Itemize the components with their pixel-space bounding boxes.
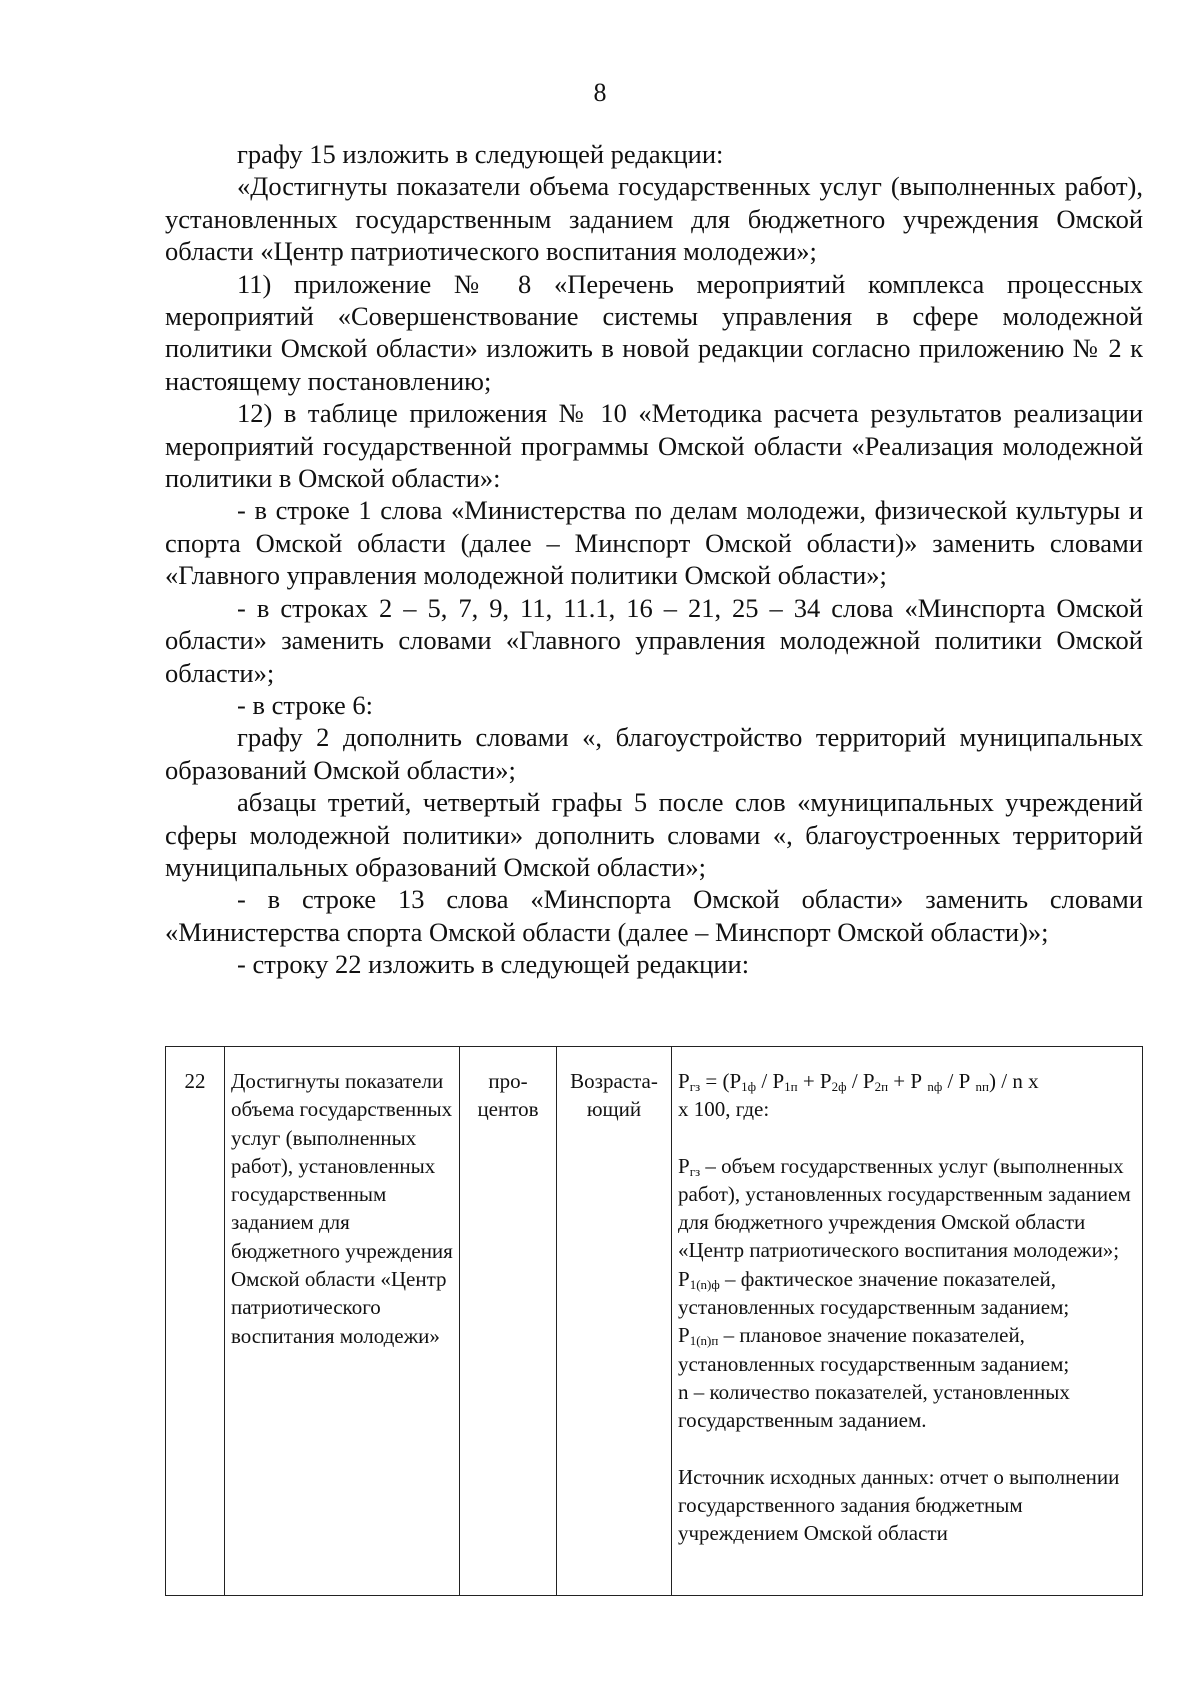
cell-row-number: 22 xyxy=(166,1047,225,1596)
definition: $Р_{1(n)п}$ – плановое значение показателей, установленных государственным заданием; xyxy=(678,1323,1070,1376)
paragraph: 12) в таблице приложения № 10 «Методика расчета результатов реализации мероприятий государственной программы Омской области «Реализация молодежной политики в Омской области»: xyxy=(165,398,1143,494)
definition: n – количество показателей, установленных государственным заданием. xyxy=(678,1379,1070,1433)
cell-method xyxy=(672,1047,1143,1596)
paragraph: - в строке 1 слова «Министерства по делам молодежи, физической культуры и спорта Омской области (далее – Минспорт Омской области)» заменить словами «Главного управления молодежной политики Омской области»; xyxy=(165,495,1143,591)
paragraph: - строку 22 изложить в следующей редакции: xyxy=(237,949,750,980)
paragraph: 11) приложение № 8 «Перечень мероприятий комплекса процессных мероприятий «Совершенствование системы управления в сфере молодежной политики Омской области» изложить в новой редакции согласно приложению № 2 к настоящему постановлению; xyxy=(165,268,1143,396)
definition: $Р_{гз}$ – объем государственных услуг (выполненных работ), установленных государственным заданием для бюджетного учреждения Омской области «Центр патриотического воспитания молодежи»; xyxy=(678,1153,1131,1263)
paragraph: абзацы третий, четвертый графы 5 после слов «муниципальных учреждений сферы молодежной политики» дополнить словами «, благоустроенных территорий муниципальных образований Омской области»; xyxy=(165,787,1143,882)
row-22-table xyxy=(165,1046,1143,1596)
definition: $Р_{1(n)ф}$ – фактическое значение показателей, установленных государственным заданием; xyxy=(678,1266,1070,1320)
cell-unit: про-центов xyxy=(460,1047,557,1596)
data-source: Источник исходных данных: отчет о выполнении государственного задания бюджетным учреждением Омской области xyxy=(678,1464,1120,1546)
paragraph: графу 2 дополнить словами «, благоустройство территорий муниципальных образований Омской области»; xyxy=(165,722,1143,785)
formula: $Р_{гз} = (Р_{1ф} / Р_{1п} + Р_{2ф} / Р_{2п} + Р$ $_{nф}$ / Р $_{nп}$) / n х xyxy=(678,1069,1039,1094)
paragraph: - в строках 2 – 5, 7, 9, 11, 11.1, 16 – 21, 25 – 34 слова «Минспорта Омской области» заменить словами «Главного управления молодежной политики Омской области»; xyxy=(165,592,1143,688)
paragraph: «Достигнуты показатели объема государственных услуг (выполненных работ), установленных государственным заданием для бюджетного учреждения Омской области «Центр патриотического воспитания молодежи»; xyxy=(165,171,1143,267)
cell-indicator: Достигнуты показатели объема государственных услуг (выполненных работ), установленных государственным заданием для бюджетного учреждения Омской области «Центр патриотического воспитания молодежи» xyxy=(225,1047,460,1596)
paragraph: - в строке 6: xyxy=(237,689,373,720)
formula-line-2: х 100, где: xyxy=(678,1097,770,1122)
cell-trend: Возраста-ющий xyxy=(557,1047,672,1596)
page-number: 8 xyxy=(593,78,607,107)
paragraph: - в строке 13 слова «Минспорта Омской области» заменить словами «Министерства спорта Омской области (далее – Минспорт Омской области)»; xyxy=(165,884,1143,947)
table-row xyxy=(166,1047,1143,1596)
body-text xyxy=(165,138,1143,981)
paragraph: графу 15 изложить в следующей редакции: xyxy=(237,139,724,169)
